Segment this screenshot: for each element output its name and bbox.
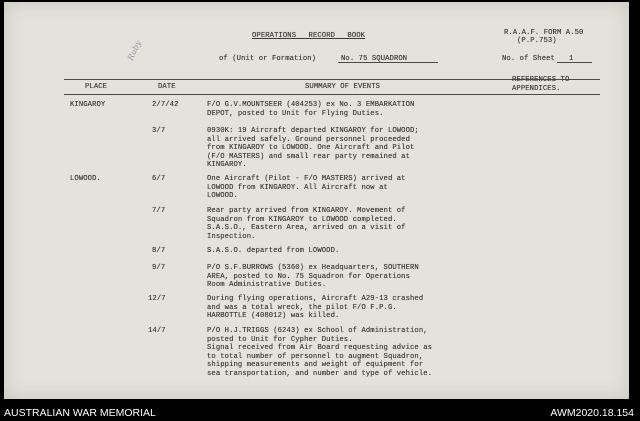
column-date: DATE bbox=[158, 83, 176, 91]
entry-text: 0930K: 19 Aircraft departed KINGAROY for LOWOOD; all arrived safely. Ground personnel proceeded from KINGAROY to LOWOOD. One Aircraft and Pilot (F/O MASTERS) and small rear party remained at KINGAROY. bbox=[207, 127, 419, 170]
entry-date: 14/7 bbox=[148, 327, 166, 335]
entry-date: 12/7 bbox=[148, 295, 166, 303]
entry-text: One Aircraft (Pilot - F/O MASTERS) arrived at LOWOOD from KINGAROY. All Aircraft now at LOWOOD. bbox=[207, 175, 406, 201]
entry-date: 6/7 bbox=[152, 175, 166, 183]
unit-name: No. 75 SQUADRON bbox=[341, 55, 408, 63]
column-summary: SUMMARY OF EVENTS bbox=[305, 83, 381, 91]
column-place: PLACE bbox=[85, 83, 108, 91]
entry-date: 8/7 bbox=[152, 247, 166, 255]
unit-label: of (Unit or Formation) bbox=[219, 55, 317, 63]
unit-underline bbox=[338, 62, 438, 63]
sheet-label: No. of Sheet bbox=[502, 55, 555, 63]
record-sheet bbox=[4, 2, 629, 399]
pencil-annotation: Ruby bbox=[125, 39, 143, 62]
footer-accession-id: AWM2020.18.154 bbox=[550, 407, 634, 419]
form-number: R.A.A.F. FORM A.50 bbox=[504, 29, 584, 37]
header-rule-bottom bbox=[64, 94, 600, 95]
entry-text: S.A.S.O. departed from LOWOOD. bbox=[207, 247, 340, 255]
entry-date: 3/7 bbox=[152, 127, 166, 135]
entry-date: 2/7/42 bbox=[152, 101, 179, 109]
form-sub-number: (P.P.753) bbox=[517, 37, 557, 45]
entry-date: 9/7 bbox=[152, 264, 166, 272]
sheet-underline bbox=[557, 62, 592, 63]
entry-text: P/O S.F.BURROWS (5360) ex Headquarters, SOUTHERN AREA, posted to No. 75 Squadron for Operations Room Administrative Duties. bbox=[207, 264, 419, 290]
sheet-number: 1 bbox=[569, 55, 574, 63]
entry-place: KINGAROY bbox=[70, 101, 106, 109]
entry-text: Rear party arrived from KINGAROY. Movement of Squadron from KINGAROY to LOWOOD completed. S.A.S.O., Eastern Area, arrived on a visit of Inspection. bbox=[207, 207, 406, 241]
entry-date: 7/7 bbox=[152, 207, 166, 215]
form-title: OPERATIONS RECORD BOOK bbox=[252, 32, 366, 40]
entry-text: F/O G.V.MOUNTSEER (404253) ex No. 3 EMBARKATION DEPOT, posted to Unit for Flying Duties. bbox=[207, 101, 415, 118]
entry-text: P/O H.J.TRIGGS (6243) ex School of Administration, posted to Unit for Cypher Duties. Signal received from Air Board requesting advice as to total number of personnel to augment Squadron, shipping measurements and weight of equipment for sea transportation, and number and type of vehicle. bbox=[207, 327, 433, 378]
column-references: REFERENCES TO APPENDICES. bbox=[512, 76, 570, 93]
entry-place: LOWOOD. bbox=[70, 175, 101, 183]
footer-institution: AUSTRALIAN WAR MEMORIAL bbox=[4, 407, 156, 419]
entry-text: During flying operations, Aircraft A29-13 crashed and was a total wreck, the pilot F/O F.P.G. HARBOTTLE (408012) was killed. bbox=[207, 295, 424, 321]
